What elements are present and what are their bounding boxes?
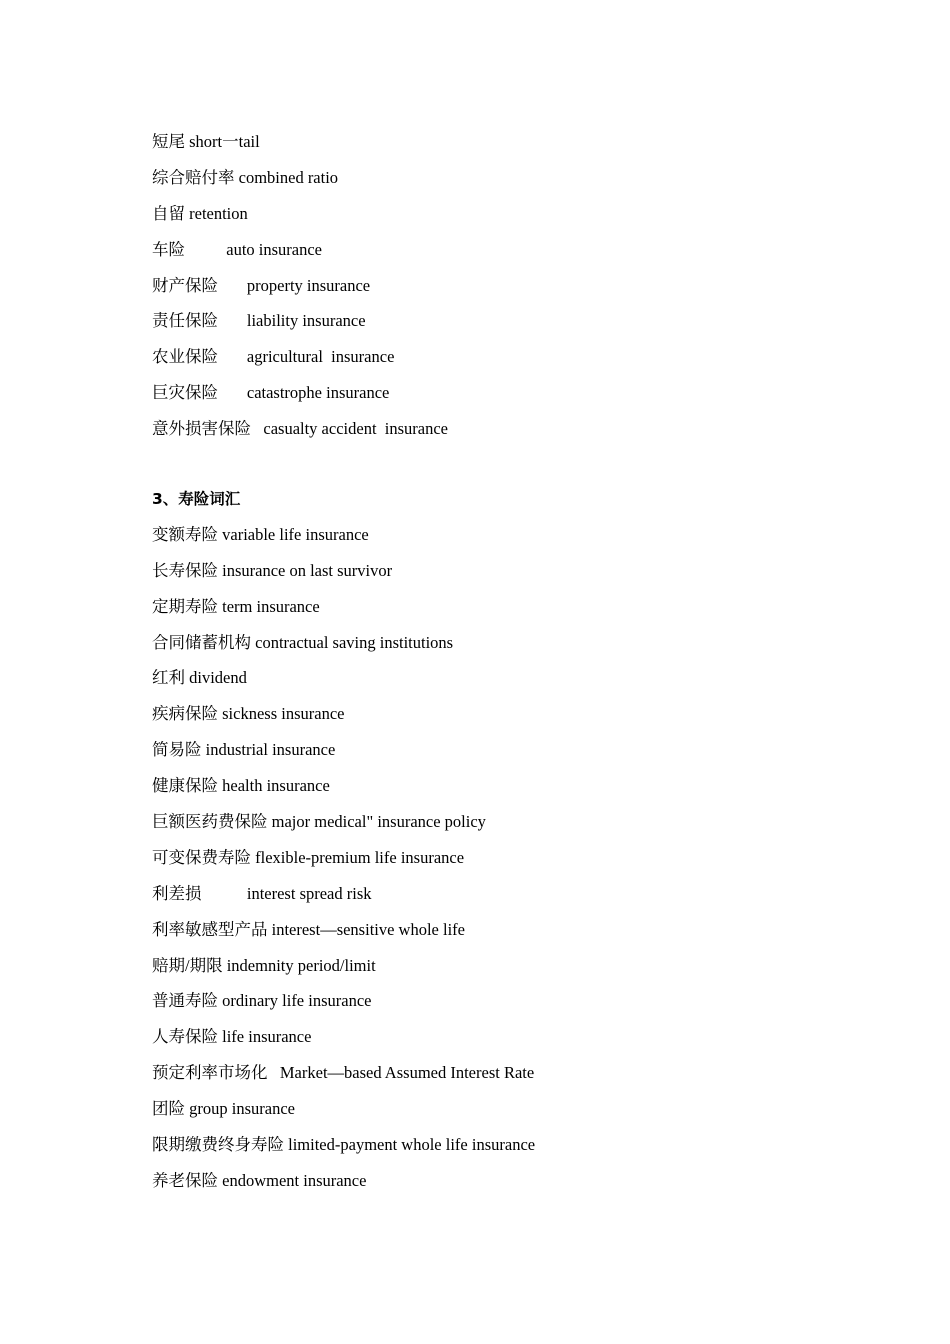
life-insurance-terms: [152, 523, 852, 1205]
term-english: life insurance: [222, 1027, 312, 1047]
term-chinese: 长寿保险: [152, 560, 218, 580]
section-gap: [152, 453, 852, 487]
glossary-entry: [152, 274, 852, 310]
glossary-entry: [152, 345, 852, 381]
glossary-entry: [152, 238, 852, 274]
term-english: interest—sensitive whole life: [271, 919, 465, 939]
term-english: health insurance: [222, 776, 330, 796]
term-english: indemnity period/limit: [226, 955, 376, 975]
term-english: agricultural insurance: [246, 347, 395, 367]
glossary-entry: [152, 1061, 852, 1097]
glossary-entry: [152, 1097, 852, 1133]
term-english: insurance on last survivor: [222, 560, 393, 580]
glossary-entry: [152, 1169, 852, 1205]
term-chinese: 定期寿险: [152, 596, 218, 616]
glossary-entry: [152, 381, 852, 417]
term-english: interest spread risk: [246, 883, 372, 903]
glossary-entry: [152, 417, 852, 453]
term-chinese: 短尾: [152, 132, 185, 151]
term-english: retention: [189, 203, 248, 223]
section-heading: 3、寿险词汇: [152, 490, 241, 509]
term-english: ordinary life insurance: [222, 991, 372, 1011]
term-chinese: 变额寿险: [152, 524, 218, 544]
term-english: contractual saving institutions: [255, 632, 454, 652]
term-english: term insurance: [222, 596, 320, 616]
term-chinese: 自留: [152, 203, 185, 223]
term-chinese: 疾病保险: [152, 704, 218, 724]
term-chinese: 综合赔付率: [152, 167, 235, 187]
term-english: combined ratio: [238, 167, 339, 187]
glossary-entry: [152, 202, 852, 238]
term-chinese: 健康保险: [152, 776, 218, 796]
term-english: major medical" insurance policy: [271, 812, 486, 832]
term-english: sickness insurance: [222, 704, 345, 724]
term-chinese: 简易险: [152, 740, 202, 760]
term-chinese: 利率敏感型产品: [152, 919, 268, 939]
term-english: Market—based Assumed Interest Rate: [279, 1063, 535, 1083]
term-english: industrial insurance: [205, 740, 336, 760]
term-chinese: 团险: [152, 1099, 185, 1119]
term-chinese: 普通寿险: [152, 991, 218, 1011]
glossary-entry: [152, 989, 852, 1025]
term-english: flexible‐premium life insurance: [255, 847, 465, 867]
glossary-entry: [152, 846, 852, 882]
glossary-entry: [152, 130, 852, 166]
term-chinese: 人寿保险: [152, 1027, 218, 1047]
glossary-entry: [152, 954, 852, 990]
glossary-entry: [152, 666, 852, 702]
term-english: liability insurance: [246, 311, 366, 331]
glossary-entry: [152, 1133, 852, 1169]
term-chinese: 限期缴费终身寿险: [152, 1135, 284, 1155]
term-english: property insurance: [246, 275, 371, 295]
term-chinese: 财产保险: [152, 275, 218, 295]
glossary-entry: [152, 1025, 852, 1061]
term-chinese: 意外损害保险: [152, 419, 251, 439]
term-chinese: 利差损: [152, 883, 202, 903]
term-chinese: 预定利率市场化: [152, 1063, 268, 1083]
glossary-entry: [152, 595, 852, 631]
term-chinese: 赔期/期限: [152, 955, 223, 975]
glossary-entry: [152, 631, 852, 667]
glossary-entry: [152, 882, 852, 918]
term-chinese: 养老保险: [152, 1170, 218, 1190]
glossary-entry: [152, 774, 852, 810]
term-english: limited‐payment whole life insurance: [288, 1135, 536, 1155]
glossary-entry: [152, 702, 852, 738]
term-chinese: 红利: [152, 668, 185, 688]
term-english: casualty accident insurance: [263, 419, 448, 439]
glossary-entry: [152, 918, 852, 954]
term-english: catastrophe insurance: [246, 383, 390, 403]
term-chinese: 车险: [152, 239, 185, 259]
glossary-entry: [152, 738, 852, 774]
glossary-entry: [152, 810, 852, 846]
glossary-entry: [152, 166, 852, 202]
glossary-content: [152, 130, 852, 1205]
term-english: short一tail: [189, 132, 260, 151]
glossary-entry: [152, 309, 852, 345]
term-chinese: 巨灾保险: [152, 383, 218, 403]
term-chinese: 农业保险: [152, 347, 218, 367]
glossary-entry: [152, 559, 852, 595]
property-insurance-terms: [152, 130, 852, 453]
term-english: variable life insurance: [222, 524, 369, 544]
term-english: dividend: [189, 668, 247, 688]
term-chinese: 合同储蓄机构: [152, 632, 251, 652]
term-english: auto insurance: [226, 239, 323, 259]
term-chinese: 责任保险: [152, 311, 218, 331]
term-english: group insurance: [189, 1099, 295, 1119]
term-english: endowment insurance: [222, 1170, 367, 1190]
glossary-entry: [152, 523, 852, 559]
term-chinese: 可变保费寿险: [152, 847, 251, 867]
term-chinese: 巨额医药费保险: [152, 812, 268, 832]
